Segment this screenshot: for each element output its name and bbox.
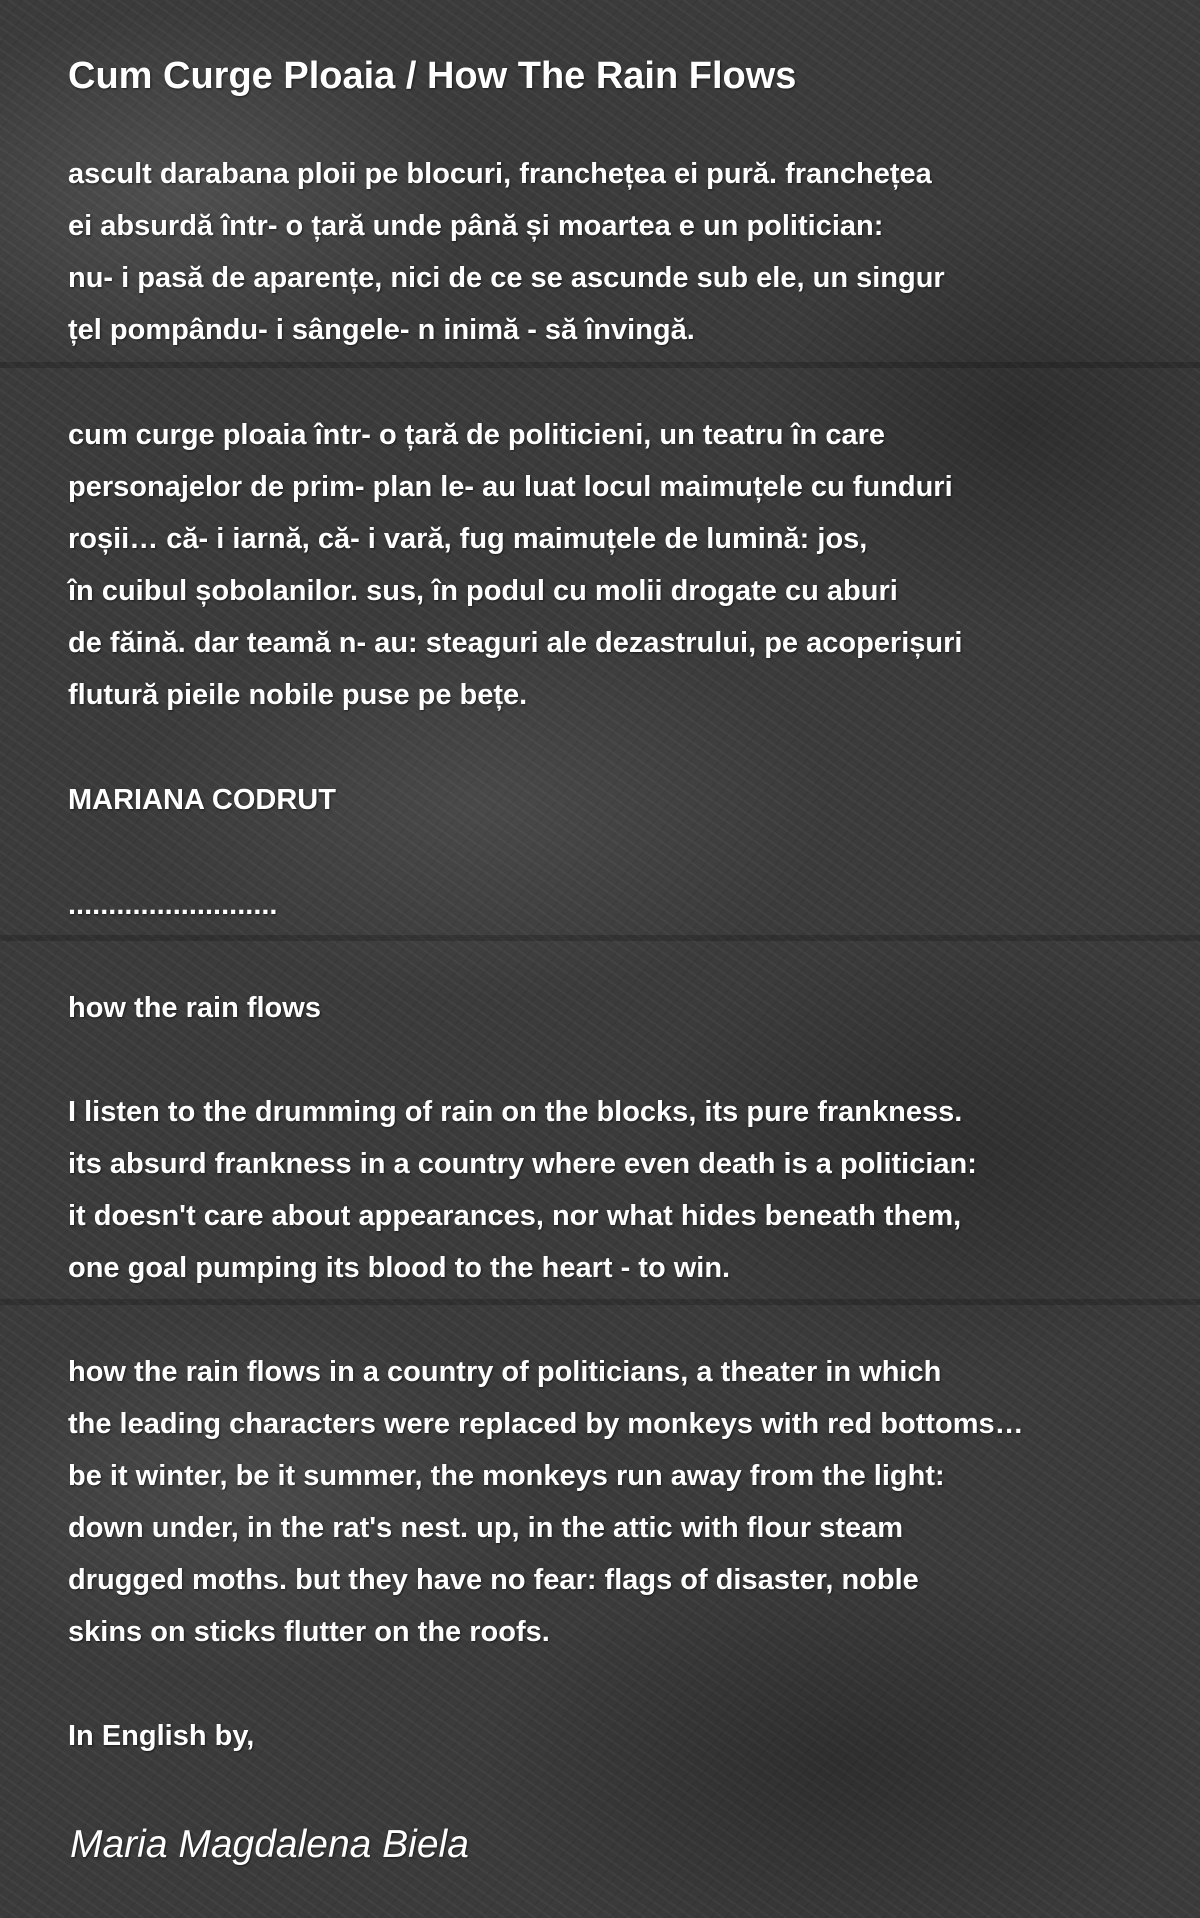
poem-line: I listen to the drumming of rain on the blocks, its pure frankness.: [68, 1096, 963, 1128]
background-band: [0, 1299, 1200, 1305]
translator-note: In English by,: [68, 1720, 255, 1752]
original-author-signature: MARIANA CODRUT: [68, 784, 336, 816]
section-separator: ..........................: [68, 889, 278, 921]
poem-line: în cuibul șobolanilor. sus, în podul cu molii drogate cu aburi: [68, 575, 898, 607]
poem-line: its absurd frankness in a country where even death is a politician:: [68, 1148, 977, 1180]
poem-line: drugged moths. but they have no fear: flags of disaster, noble: [68, 1564, 919, 1596]
poem-author: Maria Magdalena Biela: [70, 1823, 469, 1866]
background-band: [0, 935, 1200, 941]
poem-line: how the rain flows in a country of politicians, a theater in which: [68, 1356, 942, 1388]
background-band: [0, 362, 1200, 368]
translation-heading: how the rain flows: [68, 992, 321, 1024]
poem-line: the leading characters were replaced by monkeys with red bottoms…: [68, 1408, 1024, 1440]
poem-line: de făină. dar teamă n- au: steaguri ale dezastrului, pe acoperișuri: [68, 627, 963, 659]
poem-line: skins on sticks flutter on the roofs.: [68, 1616, 550, 1648]
poem-line: personajelor de prim- plan le- au luat locul maimuțele cu funduri: [68, 471, 953, 503]
poem-line: roșii… că- i iarnă, că- i vară, fug maimuțele de lumină: jos,: [68, 523, 868, 555]
poem-line: be it winter, be it summer, the monkeys run away from the light:: [68, 1460, 945, 1492]
poem-line: ascult darabana ploii pe blocuri, franchețea ei pură. franchețea: [68, 158, 932, 190]
poem-line: it doesn't care about appearances, nor what hides beneath them,: [68, 1200, 962, 1232]
poem-line: flutură pieile nobile puse pe bețe.: [68, 679, 528, 711]
poem-line: nu- i pasă de aparențe, nici de ce se ascunde sub ele, un singur: [68, 262, 945, 294]
poem-line: ei absurdă într- o țară unde până și moartea e un politician:: [68, 210, 884, 242]
poem-line: țel pompându- i sângele- n inimă - să învingă.: [68, 314, 695, 346]
poem-line: down under, in the rat's nest. up, in the attic with flour steam: [68, 1512, 904, 1544]
poem-line: one goal pumping its blood to the heart - to win.: [68, 1252, 731, 1284]
poem-title: Cum Curge Ploaia / How The Rain Flows: [68, 55, 797, 97]
poem-line: cum curge ploaia într- o țară de politicieni, un teatru în care: [68, 419, 885, 451]
